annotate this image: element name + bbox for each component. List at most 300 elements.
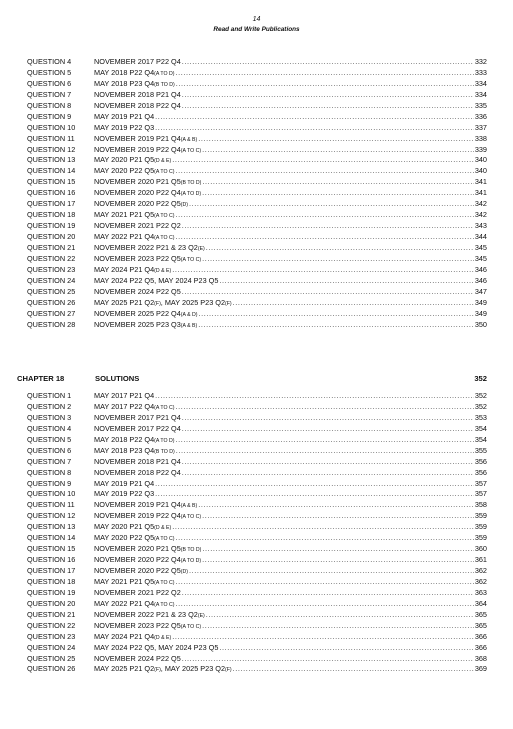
entry-title: NOVEMBER 2020 P22 Q5 xyxy=(94,199,181,209)
dot-leader xyxy=(182,588,474,599)
entry-title: MAY 2017 P22 Q4 xyxy=(94,401,155,411)
toc-entry[interactable] xyxy=(27,123,487,134)
dot-leader xyxy=(206,610,474,621)
entry-page: 357 xyxy=(474,489,487,499)
toc-entry[interactable] xyxy=(27,621,487,632)
entry-title: MAY 2020 P22 Q5 xyxy=(94,166,155,176)
toc-entry[interactable] xyxy=(27,177,487,188)
entry-title: NOVEMBER 2019 P22 Q4 xyxy=(94,511,181,521)
entry-parts: (A TO C) xyxy=(154,601,175,608)
entry-parts: (A TO C) xyxy=(154,579,175,586)
entry-page: 334 xyxy=(474,78,487,88)
entry-line xyxy=(94,287,487,298)
entry-page: 340 xyxy=(474,155,487,165)
question-number: QUESTION 28 xyxy=(27,319,76,329)
dot-leader xyxy=(182,424,474,435)
toc-entry[interactable] xyxy=(27,243,487,254)
entry-page: 359 xyxy=(474,511,487,521)
entry-parts: (D & E) xyxy=(154,158,172,165)
entry-title: NOVEMBER 2018 P22 Q4 xyxy=(94,100,181,110)
entry-page: 368 xyxy=(474,653,487,663)
toc-entry[interactable] xyxy=(27,632,487,643)
entry-page: 360 xyxy=(474,544,487,554)
entry-title: NOVEMBER 2020 P22 Q4 xyxy=(94,188,181,198)
question-number: QUESTION 26 xyxy=(27,664,76,674)
entry-parts-cont: (F) xyxy=(225,667,232,674)
entry-page: 355 xyxy=(474,445,487,455)
entry-title: MAY 2025 P21 Q2 xyxy=(94,297,155,307)
question-number: QUESTION 16 xyxy=(27,188,76,198)
entry-title: NOVEMBER 2023 P22 Q5 xyxy=(94,253,181,263)
entry-title: MAY 2020 P21 Q5 xyxy=(94,522,155,532)
entry-line xyxy=(94,643,487,654)
entry-page: 366 xyxy=(474,631,487,641)
question-number: QUESTION 8 xyxy=(27,100,72,110)
entry-title: NOVEMBER 2018 P21 Q4 xyxy=(94,89,181,99)
dot-leader xyxy=(155,489,474,500)
toc-entry[interactable] xyxy=(27,210,487,221)
toc-entry[interactable] xyxy=(27,435,487,446)
toc-entry[interactable] xyxy=(27,155,487,166)
entry-page: 347 xyxy=(474,286,487,296)
entry-title: NOVEMBER 2021 P22 Q2 xyxy=(94,587,181,597)
entry-title: MAY 2018 P23 Q4 xyxy=(94,78,155,88)
question-number: QUESTION 21 xyxy=(27,242,76,252)
entry-parts: (A TO C) xyxy=(180,514,202,521)
dot-leader xyxy=(233,664,474,675)
entry-parts: (F) xyxy=(154,667,161,674)
dot-leader xyxy=(175,599,473,610)
entry-parts-cont: (F) xyxy=(225,300,232,307)
entry-title: NOVEMBER 2017 P22 Q4 xyxy=(94,57,181,66)
question-number: QUESTION 21 xyxy=(27,609,76,619)
question-number: QUESTION 18 xyxy=(27,210,76,220)
question-number: QUESTION 14 xyxy=(27,166,76,176)
dot-leader xyxy=(172,265,474,276)
dot-leader xyxy=(175,210,473,221)
question-number: QUESTION 17 xyxy=(27,199,76,209)
entry-line xyxy=(94,221,487,232)
entry-title: MAY 2019 P22 Q3 xyxy=(94,122,155,132)
toc-entry[interactable] xyxy=(27,166,487,177)
entry-parts: (A & B) xyxy=(180,136,198,143)
toc-entry[interactable] xyxy=(27,599,487,610)
toc-entry[interactable] xyxy=(27,489,487,500)
toc-entry[interactable] xyxy=(27,79,487,90)
entry-line xyxy=(94,479,487,490)
entry-line xyxy=(94,413,487,424)
entry-line xyxy=(94,123,487,134)
entry-parts: (E) xyxy=(197,612,205,619)
entry-title-cont: , MAY 2025 P23 Q2 xyxy=(160,297,226,307)
dot-leader xyxy=(175,402,473,413)
entry-title: NOVEMBER 2020 P21 Q5 xyxy=(94,544,181,554)
chapter-title: SOLUTIONS xyxy=(95,374,140,383)
entry-page: 345 xyxy=(474,253,487,263)
entry-page: 340 xyxy=(474,166,487,176)
dot-leader xyxy=(182,457,474,468)
toc-entry[interactable] xyxy=(27,457,487,468)
question-number: QUESTION 15 xyxy=(27,177,76,187)
dot-leader xyxy=(189,199,474,210)
dot-leader xyxy=(182,221,474,232)
toc-entry[interactable] xyxy=(27,287,487,298)
dot-leader xyxy=(182,654,474,665)
dot-leader xyxy=(182,413,474,424)
entry-parts: (A TO C) xyxy=(154,235,175,241)
entry-parts: (A & D) xyxy=(180,311,198,318)
entry-line xyxy=(94,101,487,112)
toc-entry[interactable] xyxy=(27,90,487,101)
entry-parts: (A TO D) xyxy=(180,191,202,198)
question-number: QUESTION 13 xyxy=(27,155,76,165)
question-number: QUESTION 12 xyxy=(27,144,76,154)
entry-parts: (A TO C) xyxy=(180,147,202,154)
entry-title: NOVEMBER 2019 P21 Q4 xyxy=(94,500,181,510)
question-number: QUESTION 7 xyxy=(27,456,72,466)
toc-entry[interactable] xyxy=(27,134,487,145)
entry-line xyxy=(94,276,487,287)
dot-leader xyxy=(175,435,473,446)
question-number: QUESTION 12 xyxy=(27,511,76,521)
toc-entry[interactable] xyxy=(27,391,487,402)
toc-entry[interactable] xyxy=(27,566,487,577)
dot-leader xyxy=(198,320,474,331)
entry-page: 353 xyxy=(474,412,487,422)
entry-page: 333 xyxy=(474,67,487,77)
entry-parts: (B TO D) xyxy=(180,547,202,554)
entry-page: 343 xyxy=(474,221,487,231)
dot-leader xyxy=(182,468,474,479)
question-number: QUESTION 2 xyxy=(27,401,72,411)
entry-title-cont: , MAY 2025 P23 Q2 xyxy=(160,664,226,674)
toc-entry[interactable] xyxy=(27,254,487,265)
question-number: QUESTION 3 xyxy=(27,412,72,422)
dot-leader xyxy=(202,177,473,188)
entry-parts: (A TO C) xyxy=(154,536,175,543)
question-number: QUESTION 5 xyxy=(27,67,72,77)
question-number: QUESTION 19 xyxy=(27,221,76,231)
dot-leader xyxy=(202,555,474,566)
question-number: QUESTION 23 xyxy=(27,631,76,641)
question-number: QUESTION 26 xyxy=(27,297,76,307)
entry-parts: (A TO D) xyxy=(180,558,202,565)
entry-parts: (F) xyxy=(154,300,161,307)
entry-title: NOVEMBER 2024 P22 Q5 xyxy=(94,653,181,663)
question-number: QUESTION 1 xyxy=(27,391,72,400)
entry-page: 361 xyxy=(474,555,487,565)
dot-leader xyxy=(175,577,473,588)
entry-parts: (A TO C) xyxy=(154,169,175,176)
dot-leader xyxy=(219,276,473,287)
entry-title: NOVEMBER 2021 P22 Q2 xyxy=(94,221,181,231)
toc-entry[interactable] xyxy=(27,402,487,413)
entry-page: 366 xyxy=(474,642,487,652)
entry-page: 352 xyxy=(474,401,487,411)
dot-leader xyxy=(202,254,474,265)
toc-entry[interactable] xyxy=(27,479,487,490)
entry-page: 341 xyxy=(474,177,487,187)
question-number: QUESTION 22 xyxy=(27,620,76,630)
question-number: QUESTION 16 xyxy=(27,555,76,565)
entry-page: 369 xyxy=(474,664,487,674)
toc-entry[interactable] xyxy=(27,221,487,232)
entry-parts: (A TO C) xyxy=(154,213,175,220)
entry-page: 339 xyxy=(474,144,487,154)
entry-line xyxy=(94,57,487,68)
entry-page: 354 xyxy=(474,434,487,444)
dot-leader xyxy=(202,188,474,199)
entry-title: NOVEMBER 2018 P21 Q4 xyxy=(94,456,181,466)
question-number: QUESTION 27 xyxy=(27,308,76,318)
question-number: QUESTION 25 xyxy=(27,286,76,296)
question-number: QUESTION 10 xyxy=(27,122,76,132)
entry-parts: (D & E) xyxy=(154,267,172,274)
toc-entry[interactable] xyxy=(27,276,487,287)
dot-leader xyxy=(219,643,473,654)
entry-parts: (E) xyxy=(197,245,205,252)
toc-list-chapter-17 xyxy=(27,57,487,330)
entry-page: 359 xyxy=(474,533,487,543)
entry-parts: (A TO D) xyxy=(154,70,175,77)
question-number: QUESTION 5 xyxy=(27,434,72,444)
toc-list-chapter-18 xyxy=(27,391,487,675)
dot-leader xyxy=(202,145,474,156)
entry-page: 352 xyxy=(474,391,487,400)
toc-entry[interactable] xyxy=(27,101,487,112)
toc-entry[interactable] xyxy=(27,199,487,210)
toc-entry[interactable] xyxy=(27,522,487,533)
question-number: QUESTION 7 xyxy=(27,89,72,99)
dot-leader xyxy=(155,391,474,402)
question-number: QUESTION 11 xyxy=(27,500,75,510)
entry-parts: (A & B) xyxy=(180,322,198,329)
question-number: QUESTION 13 xyxy=(27,522,76,532)
entry-line xyxy=(94,489,487,500)
entry-page: 346 xyxy=(474,264,487,274)
entry-page: 365 xyxy=(474,609,487,619)
entry-page: 334 xyxy=(474,89,487,99)
question-number: QUESTION 20 xyxy=(27,598,76,608)
entry-page: 342 xyxy=(474,210,487,220)
entry-title: MAY 2022 P21 Q4 xyxy=(94,232,155,241)
entry-page: 335 xyxy=(474,100,487,110)
entry-title: MAY 2022 P21 Q4 xyxy=(94,598,155,608)
entry-title: NOVEMBER 2024 P22 Q5 xyxy=(94,286,181,296)
toc-entry[interactable] xyxy=(27,544,487,555)
question-number: QUESTION 17 xyxy=(27,566,76,575)
entry-parts: (D) xyxy=(180,202,188,209)
entry-parts: (B TO D) xyxy=(154,448,175,455)
dot-leader xyxy=(198,500,474,511)
toc-entry[interactable] xyxy=(27,320,487,331)
entry-title: NOVEMBER 2017 P22 Q4 xyxy=(94,423,181,433)
entry-page: 356 xyxy=(474,467,487,477)
dot-leader xyxy=(175,68,473,79)
toc-entry[interactable] xyxy=(27,413,487,424)
dot-leader xyxy=(202,511,474,522)
toc-entry[interactable] xyxy=(27,654,487,665)
toc-entry[interactable] xyxy=(27,232,487,243)
question-number: QUESTION 24 xyxy=(27,642,76,652)
entry-parts: (A TO D) xyxy=(154,437,175,444)
entry-line xyxy=(94,90,487,101)
entry-page: 338 xyxy=(474,133,487,143)
entry-parts: (D & E) xyxy=(154,525,172,532)
toc-entry[interactable] xyxy=(27,643,487,654)
entry-line xyxy=(94,424,487,435)
entry-parts: (A TO C) xyxy=(180,256,202,263)
question-number: QUESTION 9 xyxy=(27,111,72,121)
question-number: QUESTION 6 xyxy=(27,78,72,88)
question-number: QUESTION 24 xyxy=(27,275,76,285)
entry-parts: (A & B) xyxy=(180,503,198,510)
toc-entry[interactable] xyxy=(27,588,487,599)
entry-title: MAY 2024 P22 Q5, MAY 2024 P23 Q5 xyxy=(94,275,219,285)
dot-leader xyxy=(176,79,474,90)
entry-line xyxy=(94,654,487,665)
question-number: QUESTION 25 xyxy=(27,653,76,663)
entry-title: MAY 2019 P22 Q3 xyxy=(94,489,155,499)
dot-leader xyxy=(176,446,474,457)
dot-leader xyxy=(172,522,474,533)
entry-parts: (D & E) xyxy=(154,634,172,641)
question-number: QUESTION 6 xyxy=(27,445,72,455)
dot-leader xyxy=(182,57,474,68)
entry-parts: (A TO C) xyxy=(154,404,175,411)
entry-parts: (D) xyxy=(180,569,188,575)
toc-entry[interactable] xyxy=(27,577,487,588)
question-number: QUESTION 9 xyxy=(27,478,72,488)
question-number: QUESTION 23 xyxy=(27,264,76,274)
entry-page: 356 xyxy=(474,456,487,466)
dot-leader xyxy=(202,544,473,555)
entry-title: MAY 2017 P21 Q4 xyxy=(94,391,155,400)
toc-entry[interactable] xyxy=(27,511,487,522)
entry-page: 358 xyxy=(474,500,487,510)
toc-entry[interactable] xyxy=(27,112,487,123)
question-number: QUESTION 4 xyxy=(27,57,72,66)
entry-line xyxy=(94,391,487,402)
dot-leader xyxy=(175,166,473,177)
entry-parts: (A TO C) xyxy=(180,623,202,630)
entry-line xyxy=(94,468,487,479)
entry-title: MAY 2018 P23 Q4 xyxy=(94,445,155,455)
entry-title: MAY 2018 P22 Q4 xyxy=(94,67,155,77)
toc-entry[interactable] xyxy=(27,188,487,199)
entry-title: NOVEMBER 2022 P21 & 23 Q2 xyxy=(94,242,198,252)
toc-entry[interactable] xyxy=(27,265,487,276)
entry-page: 346 xyxy=(474,275,487,285)
entry-page: 364 xyxy=(474,598,487,608)
toc-entry[interactable] xyxy=(27,309,487,320)
dot-leader xyxy=(172,632,474,643)
entry-page: 342 xyxy=(474,199,487,209)
dot-leader xyxy=(189,566,474,577)
toc-entry[interactable] xyxy=(27,500,487,511)
dot-leader xyxy=(175,533,473,544)
dot-leader xyxy=(182,90,474,101)
toc-entry[interactable] xyxy=(27,533,487,544)
entry-title: MAY 2020 P22 Q5 xyxy=(94,533,155,543)
entry-title: MAY 2024 P21 Q4 xyxy=(94,631,155,641)
question-number: QUESTION 15 xyxy=(27,544,76,554)
entry-page: 362 xyxy=(474,566,487,575)
dot-leader xyxy=(202,621,474,632)
entry-title: MAY 2021 P21 Q5 xyxy=(94,210,155,220)
dot-leader xyxy=(155,112,474,123)
toc-entry[interactable] xyxy=(27,145,487,156)
toc-entry[interactable] xyxy=(27,68,487,79)
entry-title: NOVEMBER 2019 P22 Q4 xyxy=(94,144,181,154)
entry-page: 345 xyxy=(474,242,487,252)
toc-entry[interactable] xyxy=(27,446,487,457)
entry-page: 341 xyxy=(474,188,487,198)
entry-page: 362 xyxy=(474,576,487,586)
toc-entry[interactable] xyxy=(27,424,487,435)
entry-line xyxy=(94,320,487,332)
question-number: QUESTION 11 xyxy=(27,133,75,143)
dot-leader xyxy=(175,232,473,243)
entry-title: NOVEMBER 2020 P22 Q5 xyxy=(94,566,181,575)
entry-title: NOVEMBER 2018 P22 Q4 xyxy=(94,467,181,477)
toc-entry[interactable] xyxy=(27,468,487,479)
toc-entry[interactable] xyxy=(27,298,487,309)
entry-title: MAY 2018 P22 Q4 xyxy=(94,434,155,444)
question-number: QUESTION 19 xyxy=(27,587,76,597)
entry-title: NOVEMBER 2020 P21 Q5 xyxy=(94,177,181,187)
publisher-title: Read and Write Publications xyxy=(213,26,300,33)
entry-page: 365 xyxy=(474,620,487,630)
entry-page: 332 xyxy=(474,57,487,66)
entry-line xyxy=(94,664,487,676)
entry-title: NOVEMBER 2019 P21 Q4 xyxy=(94,133,181,143)
entry-title: NOVEMBER 2025 P22 Q4 xyxy=(94,308,181,318)
question-number: QUESTION 18 xyxy=(27,576,76,586)
entry-page: 350 xyxy=(474,319,487,329)
entry-line xyxy=(94,112,487,123)
toc-entry[interactable] xyxy=(27,610,487,621)
entry-page: 349 xyxy=(474,297,487,307)
toc-entry[interactable] xyxy=(27,664,487,675)
entry-page: 349 xyxy=(474,308,487,318)
entry-page: 337 xyxy=(474,122,487,132)
dot-leader xyxy=(199,309,474,320)
page-number: 14 xyxy=(252,16,261,23)
chapter-page: 352 xyxy=(474,374,487,383)
entry-title: NOVEMBER 2022 P21 & 23 Q2 xyxy=(94,609,198,619)
dot-leader xyxy=(155,479,474,490)
entry-page: 363 xyxy=(474,587,487,597)
entry-title: NOVEMBER 2025 P23 Q3 xyxy=(94,319,181,329)
toc-entry[interactable] xyxy=(27,555,487,566)
dot-leader xyxy=(206,243,474,254)
entry-page: 357 xyxy=(474,478,487,488)
entry-parts: (B TO D) xyxy=(180,180,202,187)
toc-entry[interactable] xyxy=(27,57,487,68)
dot-leader xyxy=(182,287,474,298)
entry-title: NOVEMBER 2020 P22 Q4 xyxy=(94,555,181,565)
question-number: QUESTION 22 xyxy=(27,253,76,263)
entry-parts: (B TO D) xyxy=(154,81,175,88)
entry-title: MAY 2024 P22 Q5, MAY 2024 P23 Q5 xyxy=(94,642,219,652)
entry-title: MAY 2021 P21 Q5 xyxy=(94,576,155,586)
question-number: QUESTION 4 xyxy=(27,423,72,433)
entry-page: 344 xyxy=(474,232,487,241)
dot-leader xyxy=(172,155,474,166)
entry-title: NOVEMBER 2023 P22 Q5 xyxy=(94,620,181,630)
question-number: QUESTION 10 xyxy=(27,489,76,499)
